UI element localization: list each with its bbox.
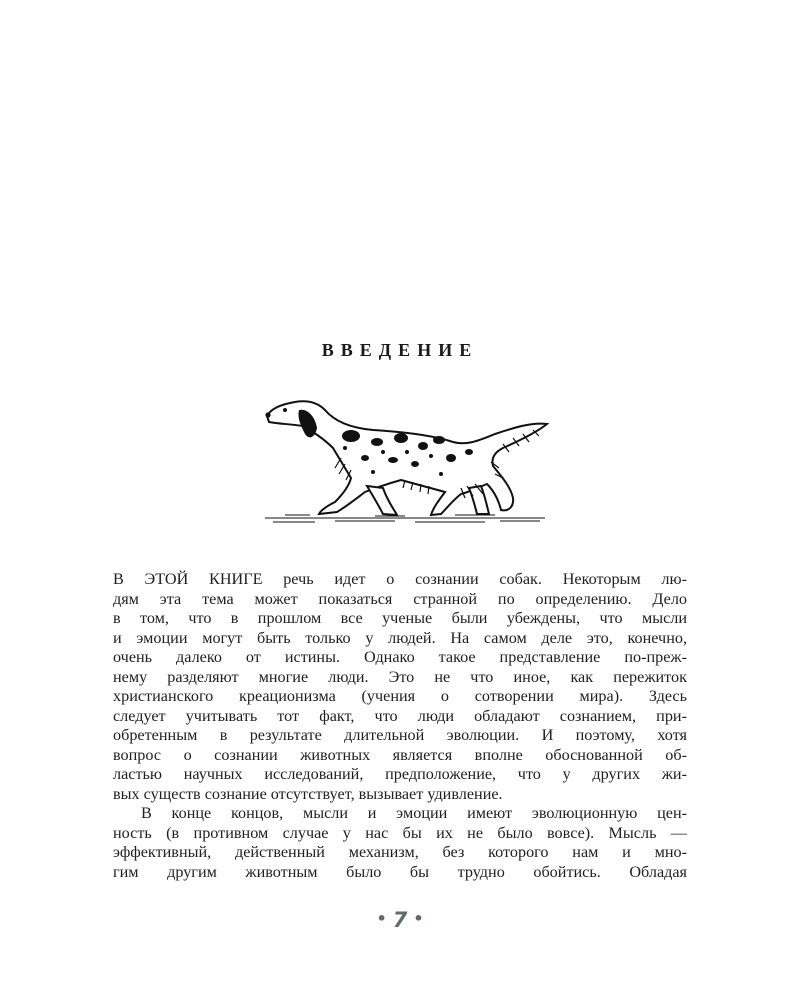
page-number — [0, 908, 800, 932]
text-line: очень далеко от истины. Однако такое представление по-преж- — [113, 648, 687, 666]
text-line: следует учитывать тот факт, что люди обладают сознанием, при- — [113, 706, 687, 725]
dog-eye — [283, 408, 287, 412]
dog-nose — [265, 412, 270, 417]
text-line: В ЭТОЙ КНИГЕ речь идет о сознании собак. Некоторым лю- — [113, 570, 687, 588]
text-line: и эмоции могут быть только у людей. На самом деле это, конечно, — [113, 628, 687, 647]
chapter-title: ВВЕДЕНИЕ — [321, 340, 479, 360]
text-line: ность (в противном случае у нас бы их не было вовсе). Мысль — — [113, 823, 687, 842]
text-line: вопрос о сознании животных является вполне обоснованной об- — [113, 745, 687, 764]
bullet-icon: • — [376, 909, 387, 928]
text-line: В конце концов, мысли и эмоции имеют эволюционную цен- — [141, 804, 687, 822]
text-line: эффективный, действенный механизм, без которого нам и мно- — [113, 843, 687, 861]
page-number-value: 7 — [392, 908, 408, 932]
text-line: нему разделяют многие люди. Это не что иное, как пережиток — [113, 667, 687, 686]
body-text — [113, 570, 687, 882]
ground-hatching — [265, 515, 545, 522]
text-line: гим другим животным было бы трудно обойтись. Обладая — [113, 862, 687, 881]
text-line: христианского креационизма (учения о сотворении мира). Здесь — [113, 687, 687, 705]
bullet-icon: • — [413, 909, 424, 928]
text-line: дям эта тема может показаться странной по определению. Дело — [113, 589, 687, 608]
setter-dog-illustration — [255, 388, 555, 528]
text-line: в том, что в прошлом все ученые были убеждены, что мысли — [113, 609, 687, 627]
text-line: вых существ сознание отсутствует, вызывает удивление. — [113, 784, 503, 803]
text-line: ластью научных исследований, предположение, что у других жи- — [113, 765, 687, 783]
text-line: обретенным в результате длительной эволюции. И поэтому, хотя — [113, 726, 687, 744]
paragraph-1 — [113, 570, 687, 804]
paragraph-2 — [113, 804, 687, 882]
